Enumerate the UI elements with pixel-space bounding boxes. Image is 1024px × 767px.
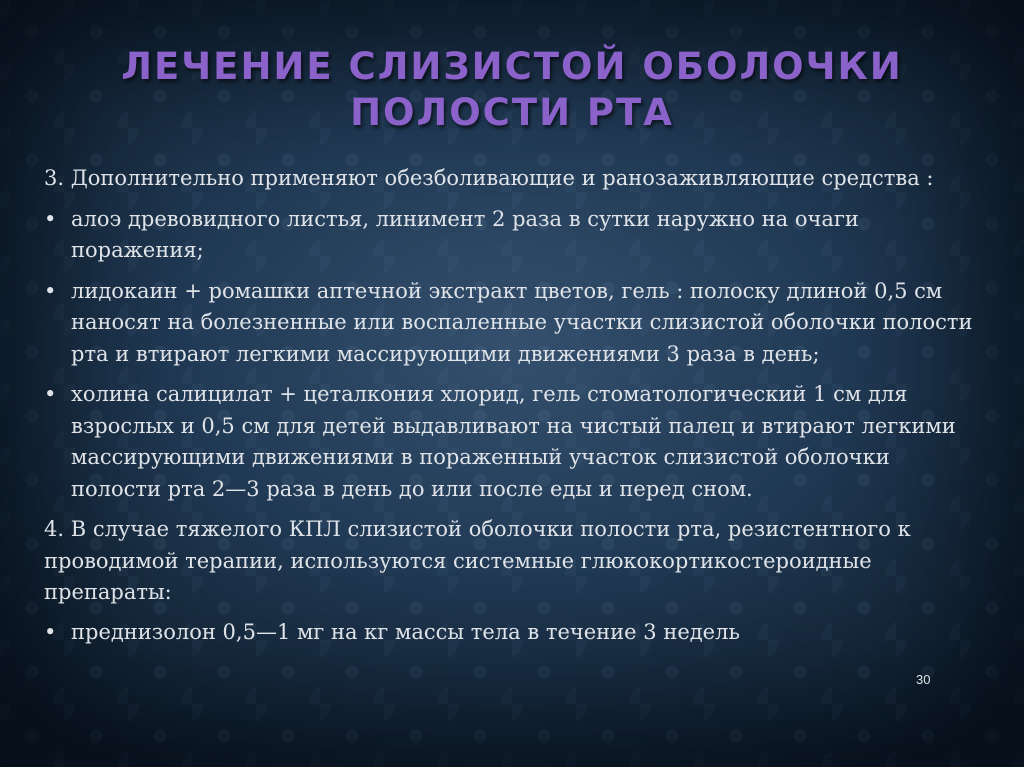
bullet-text: лидокаин + ромашки аптечной экстракт цветов, гель : полоску длиной 0,5 см наносят на болезненные или воспаленные участки слизистой оболочки полости рта и втирают легкими массирующими движениями 3 раза в день; [71,278,973,366]
bullet-text: холина салицилат + цеталкония хлорид, гель стоматологический 1 см для взрослых и 0,5 см для детей выдавливают на чистый палец и втирают легкими массирующими движениями в пораженный участок слизистой оболочки полости рта 2—3 раза в день до или после еды и перед сном. [71,382,956,501]
bullet-marker: • [44,382,57,406]
bullet-marker: • [44,619,57,644]
bullet-item [44,617,974,649]
paragraph-3: 3. Дополнительно применяют обезболивающие и ранозаживляющие средства : [44,166,934,190]
bullet-text: преднизолон 0,5—1 мг на кг массы тела в течение 3 недель [71,619,740,644]
slide-title-line-1: ЛЕЧЕНИЕ СЛИЗИСТОЙ ОБОЛОЧКИ [121,45,903,88]
page-number: 30 [916,672,931,687]
paragraph-4: 4. В случае тяжелого КПЛ слизистой оболочки полости рта, резистентного к проводимой терапии, используются системные глюкокортикостероидные препараты: [44,517,911,604]
slide-body [44,163,974,657]
bullet-item [44,276,974,371]
bullet-marker: • [44,278,57,303]
bullet-item [44,379,974,505]
bullet-text: алоэ древовидного листья, линимент 2 раза в сутки наружно на очаги поражения; [71,206,859,262]
bullet-item [44,204,974,267]
slide-title [60,44,964,136]
bullet-marker: • [44,206,57,231]
slide-title-line-2: ПОЛОСТИ РТА [350,91,674,134]
